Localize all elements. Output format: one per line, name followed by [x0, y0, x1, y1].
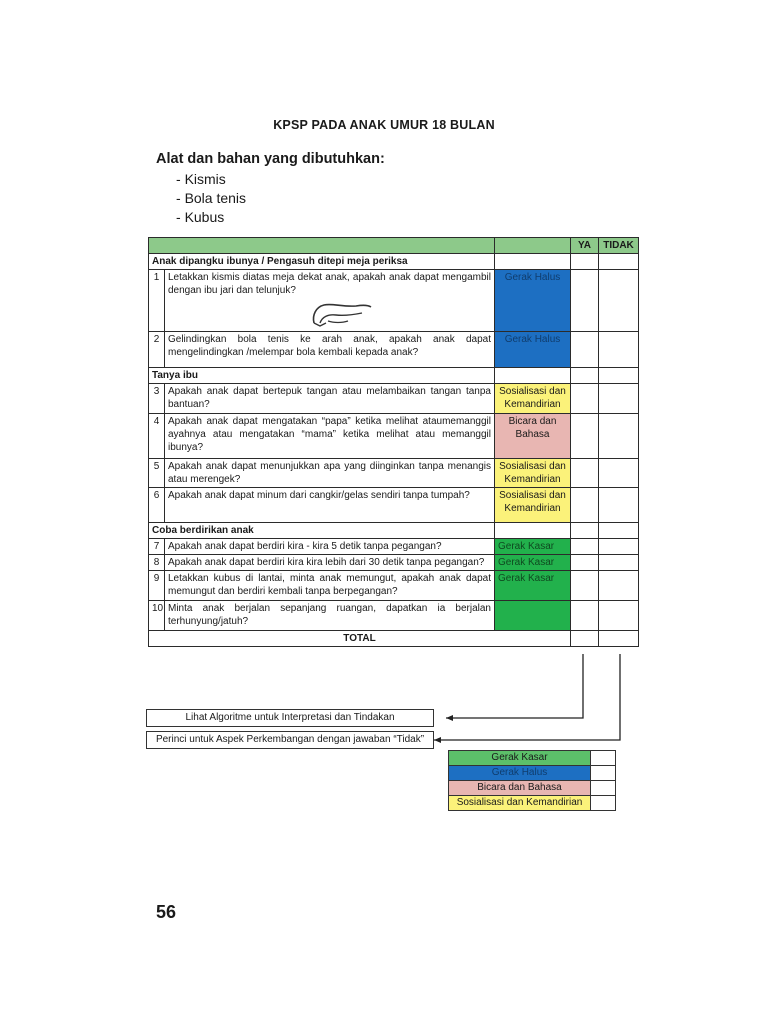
col-tidak: TIDAK [599, 238, 639, 254]
legend-item [449, 751, 616, 766]
page-number: 56 [156, 902, 177, 922]
row-question: Minta anak berjalan sepanjang ruangan, dapatkan ia berjalan terhunyung/jatuh? [165, 601, 495, 631]
row-number: 9 [149, 571, 165, 601]
page-title: KPSP PADA ANAK UMUR 18 BULAN [273, 118, 495, 132]
row-number: 3 [149, 384, 165, 414]
row-number: 6 [149, 488, 165, 523]
row-number: 4 [149, 414, 165, 459]
aspect-cell: Gerak Kasar [495, 539, 571, 555]
legend-checkbox[interactable] [591, 781, 616, 796]
row-number: 10 [149, 601, 165, 631]
aspect-cell: Sosialisasi dan Kemandirian [495, 459, 571, 488]
row-question: Apakah anak dapat minum dari cangkir/gelas sendiri tanpa tumpah? [165, 488, 495, 523]
legend-checkbox[interactable] [591, 766, 616, 781]
total-label: TOTAL [149, 631, 571, 647]
aspect-cell: Sosialisasi dan Kemandirian [495, 488, 571, 523]
aspect-cell: Gerak Kasar [495, 571, 571, 601]
row-question: Apakah anak dapat mengatakan “papa” ketika melihat ataumemanggil ayahnya atau mengatakan “mama” ketika melihat atau memanggil ibunya? [165, 414, 495, 459]
row-number: 8 [149, 555, 165, 571]
legend-gerak-kasar: Gerak Kasar [449, 751, 591, 766]
row-question: Letakkan kubus di lantai, minta anak memungut, apakah anak dapat memungut dan berdiri kembali tanpa berpegangan? [165, 571, 495, 601]
row-question: Apakah anak dapat berdiri kira - kira 5 detik tanpa pegangan? [165, 539, 495, 555]
legend-gerak-halus: Gerak Halus [449, 766, 591, 781]
legend-item [449, 781, 616, 796]
row-number: 5 [149, 459, 165, 488]
note-aspect-detail: Perinci untuk Aspek Perkembangan dengan jawaban “Tidak” [146, 731, 434, 749]
row-number: 2 [149, 332, 165, 368]
note-algorithm: Lihat Algoritme untuk Interpretasi dan Tindakan [146, 709, 434, 727]
aspect-cell: Sosialisasi dan Kemandirian [495, 384, 571, 414]
color-legend [448, 750, 616, 811]
row-question: Apakah anak dapat bertepuk tangan atau melambaikan tangan tanpa bantuan? [165, 384, 495, 414]
legend-item [449, 766, 616, 781]
col-ya: YA [571, 238, 599, 254]
row-question: Gelindingkan bola tenis ke arah anak, apakah anak dapat mengelindingkan /melempar bola kembali kepada anak? [165, 332, 495, 368]
aspect-cell: Gerak Halus [495, 332, 571, 368]
legend-checkbox[interactable] [591, 796, 616, 811]
row-question: Apakah anak dapat berdiri kira kira lebih dari 30 detik tanpa pegangan? [165, 555, 495, 571]
legend-item [449, 796, 616, 811]
aspect-cell: Bicara dan Bahasa [495, 414, 571, 459]
legend-bicara-bahasa: Bicara dan Bahasa [449, 781, 591, 796]
row-question: Apakah anak dapat menunjukkan apa yang diinginkan tanpa menangis atau merengek? [165, 459, 495, 488]
row-number: 7 [149, 539, 165, 555]
aspect-cell: Gerak Kasar [495, 555, 571, 571]
tool-item: - Kismis [176, 170, 385, 189]
question-text: Letakkan kismis diatas meja dekat anak, apakah anak dapat mengambil dengan ibu jari dan telunjuk? [168, 272, 491, 296]
section-label: Coba berdirikan anak [149, 523, 495, 539]
tool-item: - Kubus [176, 208, 385, 227]
aspect-cell: Gerak Halus [495, 270, 571, 332]
legend-sosialisasi: Sosialisasi dan Kemandirian [449, 796, 591, 811]
legend-checkbox[interactable] [591, 751, 616, 766]
tool-item: - Bola tenis [176, 189, 385, 208]
row-number: 1 [149, 270, 165, 332]
section-label: Anak dipangku ibunya / Pengasuh ditepi meja periksa [149, 254, 495, 270]
tools-heading: Alat dan bahan yang dibutuhkan: [156, 151, 385, 167]
section-label: Tanya ibu [149, 368, 495, 384]
